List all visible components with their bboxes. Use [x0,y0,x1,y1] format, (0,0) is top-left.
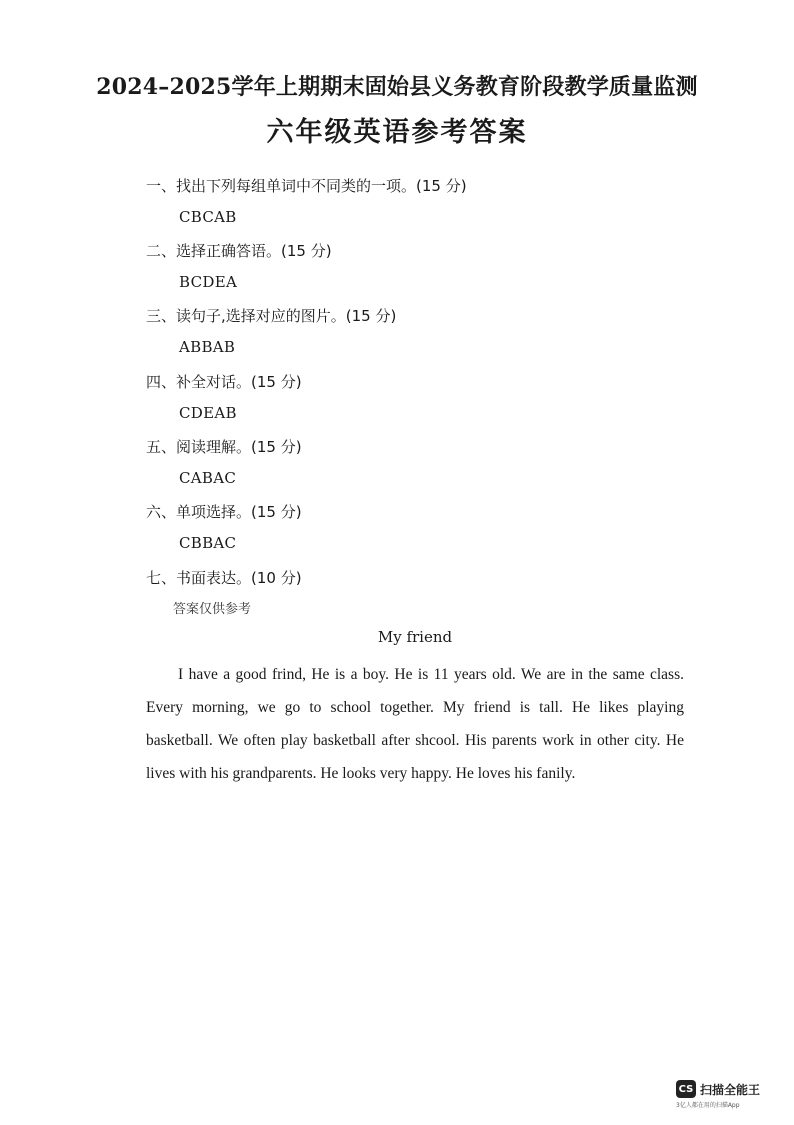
section-2-answer: BCDEA [179,273,238,291]
section-2-heading: 二、选择正确答语。(15 分) [146,242,332,260]
section-3-answer: ABBAB [179,338,236,356]
essay-body: I have a good frind, He is a boy. He is 11 years old. We are in the same class. Every morning, we go to school together. My friend is tall. He likes playing basketball. We often play basketball after shcool. His parents work in other city. He lives with his grandparents. He looks very happy. He loves his fanily. [146,666,684,782]
section-5-heading: 五、阅读理解。(15 分) [146,438,302,456]
section-6-answer: CBBAC [179,534,237,552]
camscanner-logo-icon: CS [676,1080,696,1098]
section-5-answer: CABAC [179,469,237,487]
essay-title: My friend [377,628,453,646]
watermark-tagline: 3亿人都在用的扫描App [676,1102,740,1109]
watermark-brand [676,1080,776,1098]
document-title: 2024–2025学年上期期末固始县义务教育阶段教学质量监测 [96,74,698,100]
section-1-answer: CBCAB [179,208,237,226]
reference-note: 答案仅供参考 [173,602,252,617]
section-1-heading: 一、找出下列每组单词中不同类的一项。(15 分) [146,177,467,195]
section-4-heading: 四、补全对话。(15 分) [146,373,302,391]
section-3-heading: 三、读句子,选择对应的图片。(15 分) [146,307,397,325]
document-subtitle: 六年级英语参考答案 [266,117,528,148]
section-4-answer: CDEAB [179,404,237,422]
section-6-heading: 六、单项选择。(15 分) [146,503,302,521]
section-7-heading: 七、书面表达。(10 分) [146,569,302,587]
scanner-watermark [676,1080,776,1109]
watermark-app-name: 扫描全能王 [700,1082,761,1097]
